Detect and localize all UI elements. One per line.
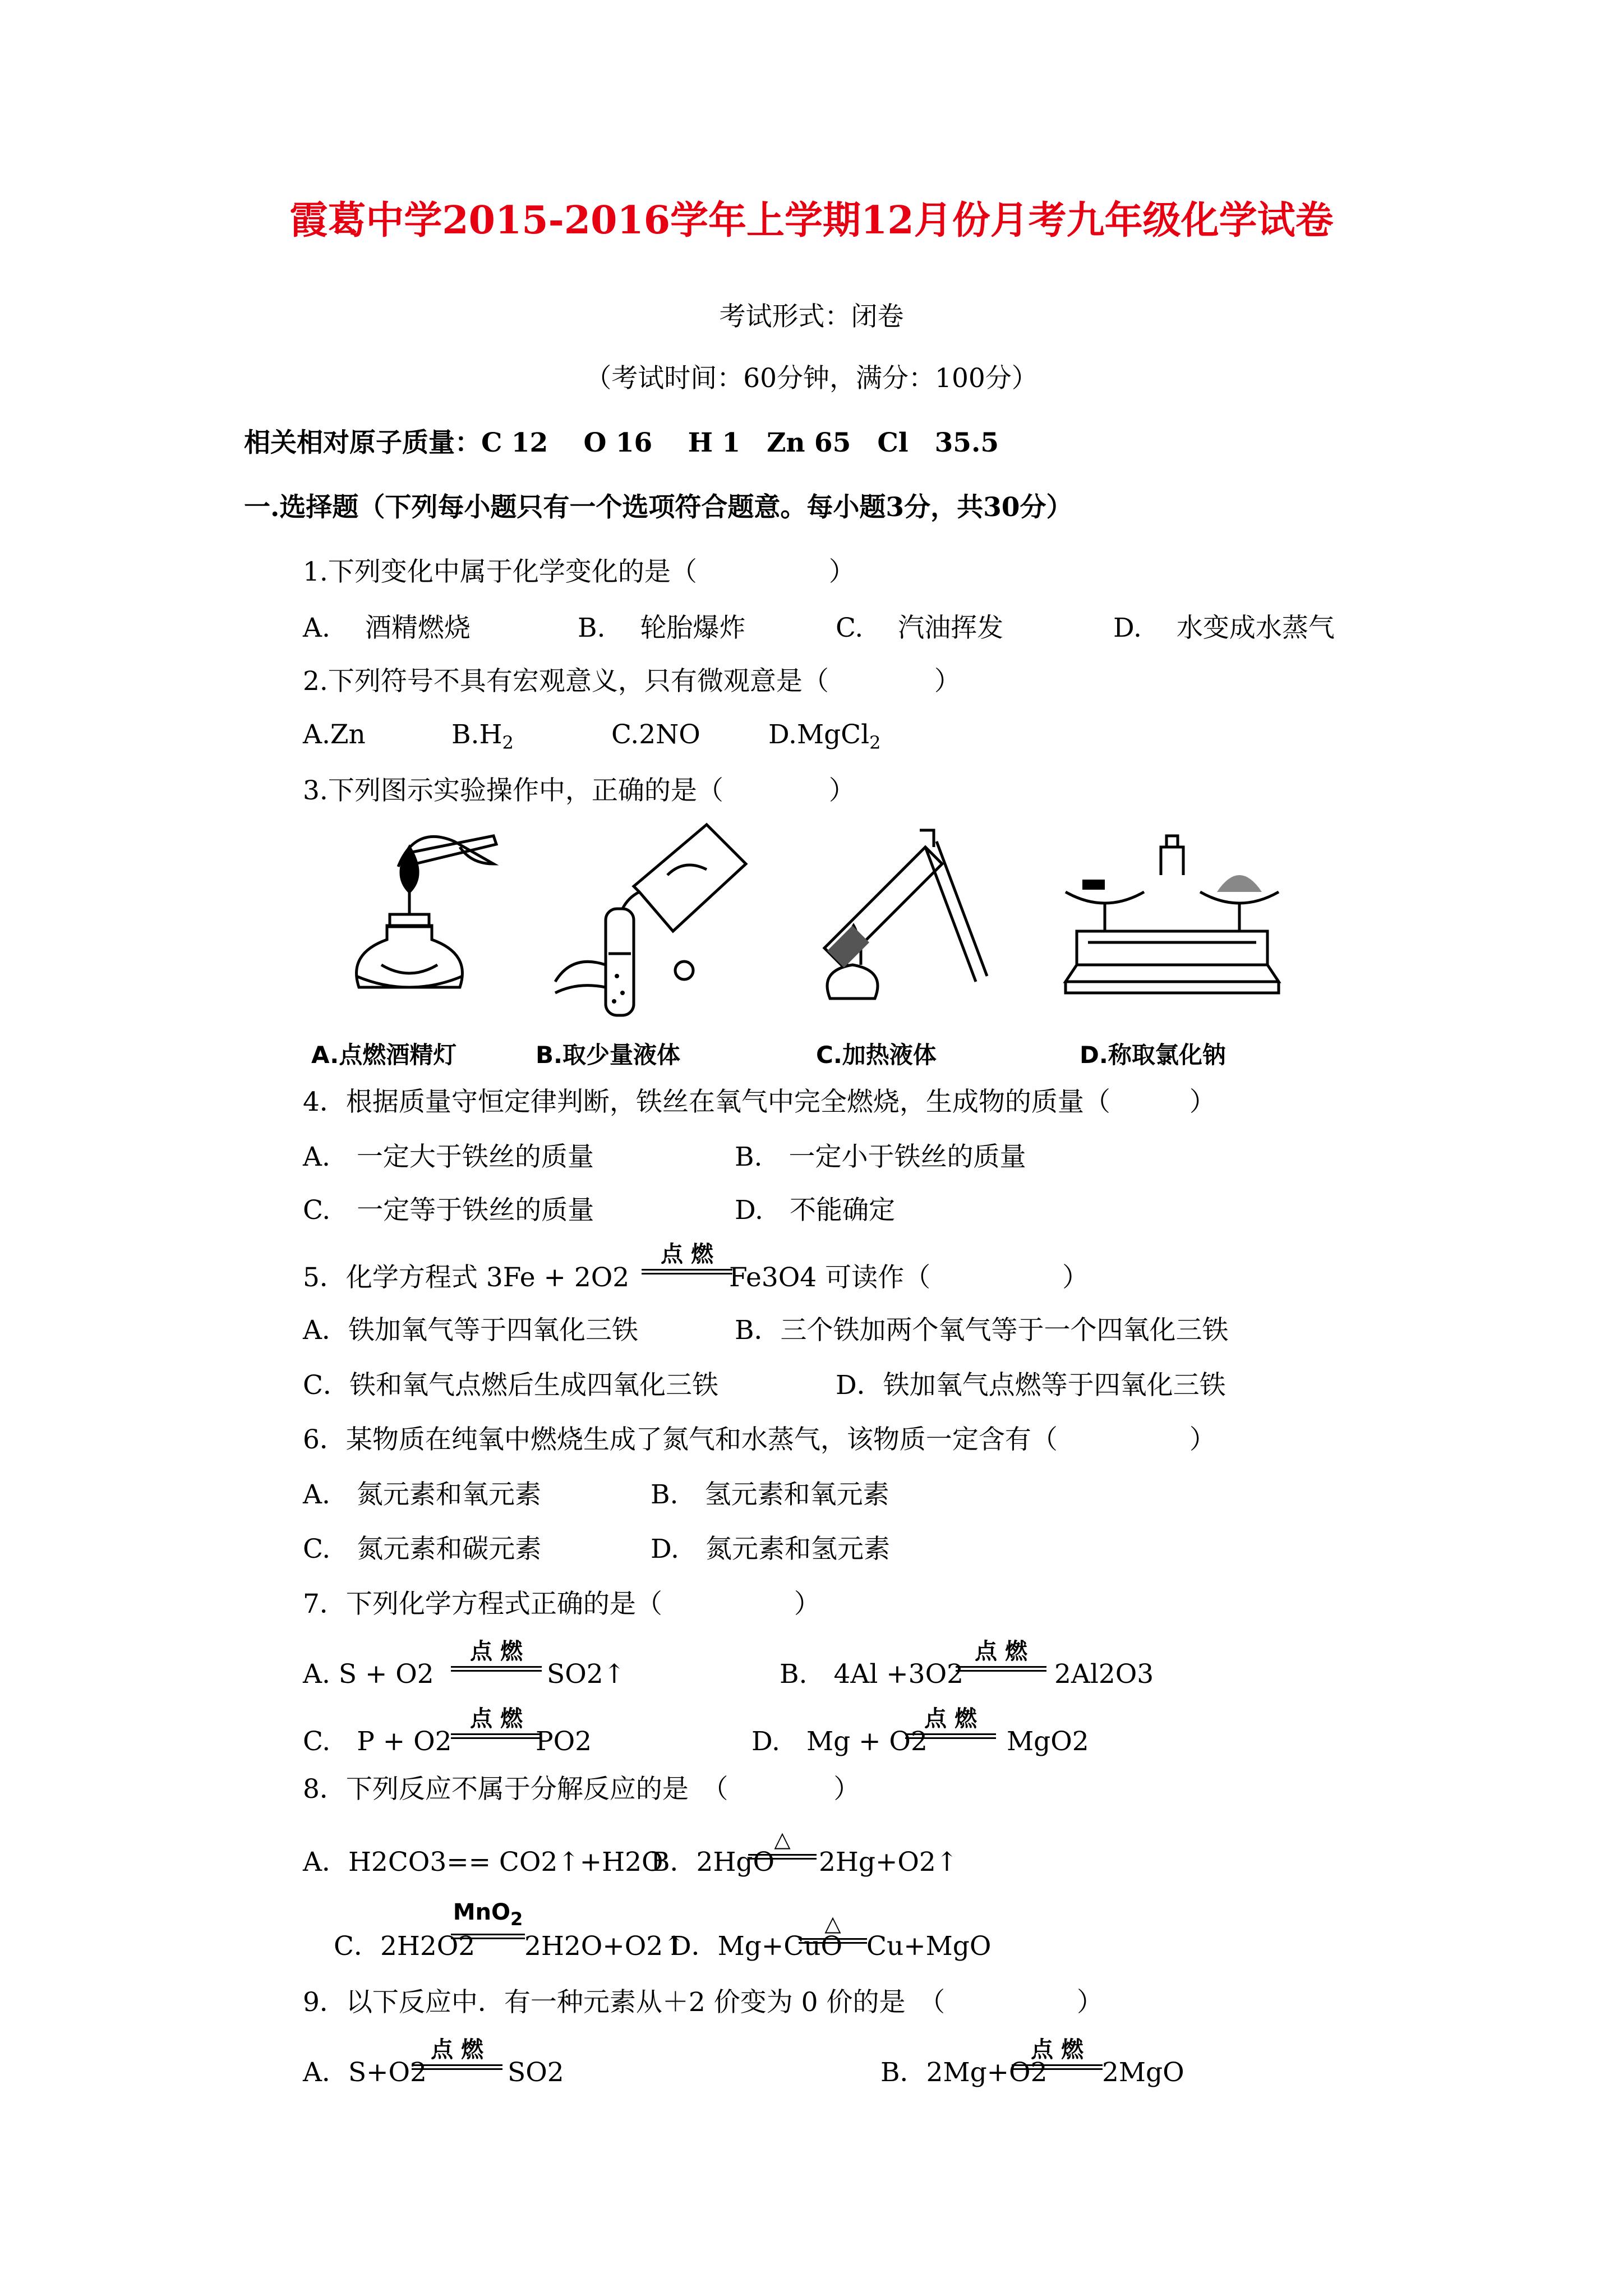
atomic-mass-line: 相关相对原子质量：C 12 O 16 H 1 Zn 65 Cl 35.5 [244,427,999,458]
question-7-stem: 7．下列化学方程式正确的是（ ） [303,1589,820,1619]
q8-option-c-right: 2H2O+O2↑ [524,1931,685,1962]
q2-option-b [451,718,514,752]
condition-label: 点 燃 [470,1706,523,1732]
question-5-stem-right: Fe3O4 可读作（ ） [729,1262,1089,1293]
condition-label: △ [824,1911,841,1936]
q7-option-b-right: 2Al2O3 [1054,1659,1154,1690]
condition-label: 点 燃 [661,1241,713,1267]
condition-label: △ [774,1827,791,1852]
q6-option-c: C. 氮元素和碳元素 [303,1534,542,1565]
figure-caption-b: B.取少量液体 [536,1041,680,1069]
exam-form: 考试形式：闭卷 [719,301,904,332]
q4-option-a: A. 一定大于铁丝的质量 [303,1142,594,1172]
q6-option-b: B. 氢元素和氧元素 [651,1479,889,1510]
condition-label: 点 燃 [1031,2037,1083,2063]
catalyst-subscript: 2 [510,1908,523,1930]
q7-option-a-right: SO2↑ [547,1659,626,1690]
q9-option-a-left: A．S+O2 [303,2057,427,2088]
q2-b-main: B.H [451,719,502,750]
q9-option-b-left: B．2Mg+O2 [880,2057,1048,2088]
q2-b-subscript: 2 [502,732,514,753]
ignite-condition [409,2036,505,2070]
q4-option-d: D. 不能确定 [735,1195,895,1226]
exam-title: 霞葛中学2015-2016学年上学期12月份月考九年级化学试卷 [289,198,1334,243]
q7-option-d-right: MgO2 [1007,1726,1089,1757]
condition-label: 点 燃 [431,2037,483,2063]
figure-caption-c: C.加热液体 [816,1041,937,1069]
q8-option-a: A．H2CO3== CO2↑+H2O [303,1847,663,1878]
q2-d-main: D.MgCl [768,719,870,750]
q8-option-b-left: B．2HgO [651,1847,775,1878]
figure-caption-d: D.称取氯化钠 [1080,1041,1226,1069]
question-9-stem: 9．以下反应中．有一种元素从＋2 价变为 0 价的是 （ ） [303,1987,1104,2018]
q8-option-d-right: Cu+MgO [866,1931,992,1962]
section-heading: 一.选择题（下列每小题只有一个选项符合题意。每小题3分，共30分） [244,492,1073,523]
ignite-condition [639,1241,735,1274]
question-6-stem: 6．某物质在纯氧中燃烧生成了氮气和水蒸气，该物质一定含有（ ） [303,1424,1216,1455]
balance-weighing-figure [1054,813,1290,1027]
q8-option-d-left: D．Mg+CuO [670,1931,843,1962]
heat-condition [796,1910,869,1944]
ignite-condition [449,1638,544,1672]
q6-option-a: A. 氮元素和氧元素 [303,1479,541,1510]
q1-option-a: A. 酒精燃烧 [303,613,471,643]
q5-option-a: A．铁加氧气等于四氧化三铁 [303,1315,638,1346]
question-1-stem: 1.下列变化中属于化学变化的是（ ） [303,556,855,587]
q4-option-b: B. 一定小于铁丝的质量 [735,1142,1026,1172]
q2-option-c: C.2NO [611,719,700,750]
question-3-stem: 3.下列图示实验操作中，正确的是（ ） [303,775,855,806]
ignite-condition [903,1705,998,1739]
q1-option-b: B. 轮胎爆炸 [578,613,746,643]
question-4-stem: 4．根据质量守恒定律判断，铁丝在氧气中完全燃烧，生成物的质量（ ） [303,1087,1216,1117]
q5-option-b: B．三个铁加两个氧气等于一个四氧化三铁 [735,1315,1229,1346]
q9-option-a-right: SO2 [508,2057,564,2088]
q5-option-c: C．铁和氧气点燃后生成四氧化三铁 [303,1370,718,1401]
ignite-condition [953,1638,1049,1672]
question-8-stem: 8．下列反应不属于分解反应的是 （ ） [303,1774,860,1805]
heating-liquid-figure [791,813,1015,1027]
alcohol-lamp-lighting-figure [325,813,516,1027]
liquid-pouring-figure [538,813,751,1027]
exam-time: （考试时间：60分钟，满分：100分） [585,363,1038,394]
q2-option-d [768,718,881,752]
q8-option-b-right: 2Hg+O2↑ [819,1847,958,1878]
q2-option-a: A.Zn [303,719,366,750]
question-5-stem-left: 5．化学方程式 3Fe + 2O2 [303,1262,630,1293]
q8-option-c-left: C．2H2O2 [334,1931,476,1962]
q7-option-c-left: C. P + O2 [303,1726,452,1757]
catalyst-condition [449,1899,527,1939]
ignite-condition [449,1705,544,1739]
q7-option-d-left: D. Mg + O2 [751,1726,928,1757]
q7-option-a-left: A. S + O2 [303,1659,434,1690]
q1-option-c: C. 汽油挥发 [836,613,1004,643]
ignite-condition [1009,2036,1105,2070]
figure-caption-a: A.点燃酒精灯 [311,1041,457,1069]
question-2-stem: 2.下列符号不具有宏观意义，只有微观意是（ ） [303,666,961,697]
condition-label: 点 燃 [975,1639,1027,1664]
condition-label: 点 燃 [924,1706,977,1732]
condition-label: 点 燃 [470,1639,523,1664]
q5-option-d: D．铁加氧气点燃等于四氧化三铁 [836,1370,1226,1401]
q2-d-subscript: 2 [869,732,881,753]
q4-option-c: C. 一定等于铁丝的质量 [303,1195,594,1226]
q7-option-c-right: PO2 [536,1726,592,1757]
heat-condition [746,1826,819,1860]
catalyst-label: MnO [453,1899,511,1925]
q1-option-d: D. 水变成水蒸气 [1113,613,1335,643]
q9-option-b-right: 2MgO [1102,2057,1184,2088]
q6-option-d: D. 氮元素和氢元素 [651,1534,890,1565]
q7-option-b-left: B. 4Al +3O2 [780,1659,964,1690]
